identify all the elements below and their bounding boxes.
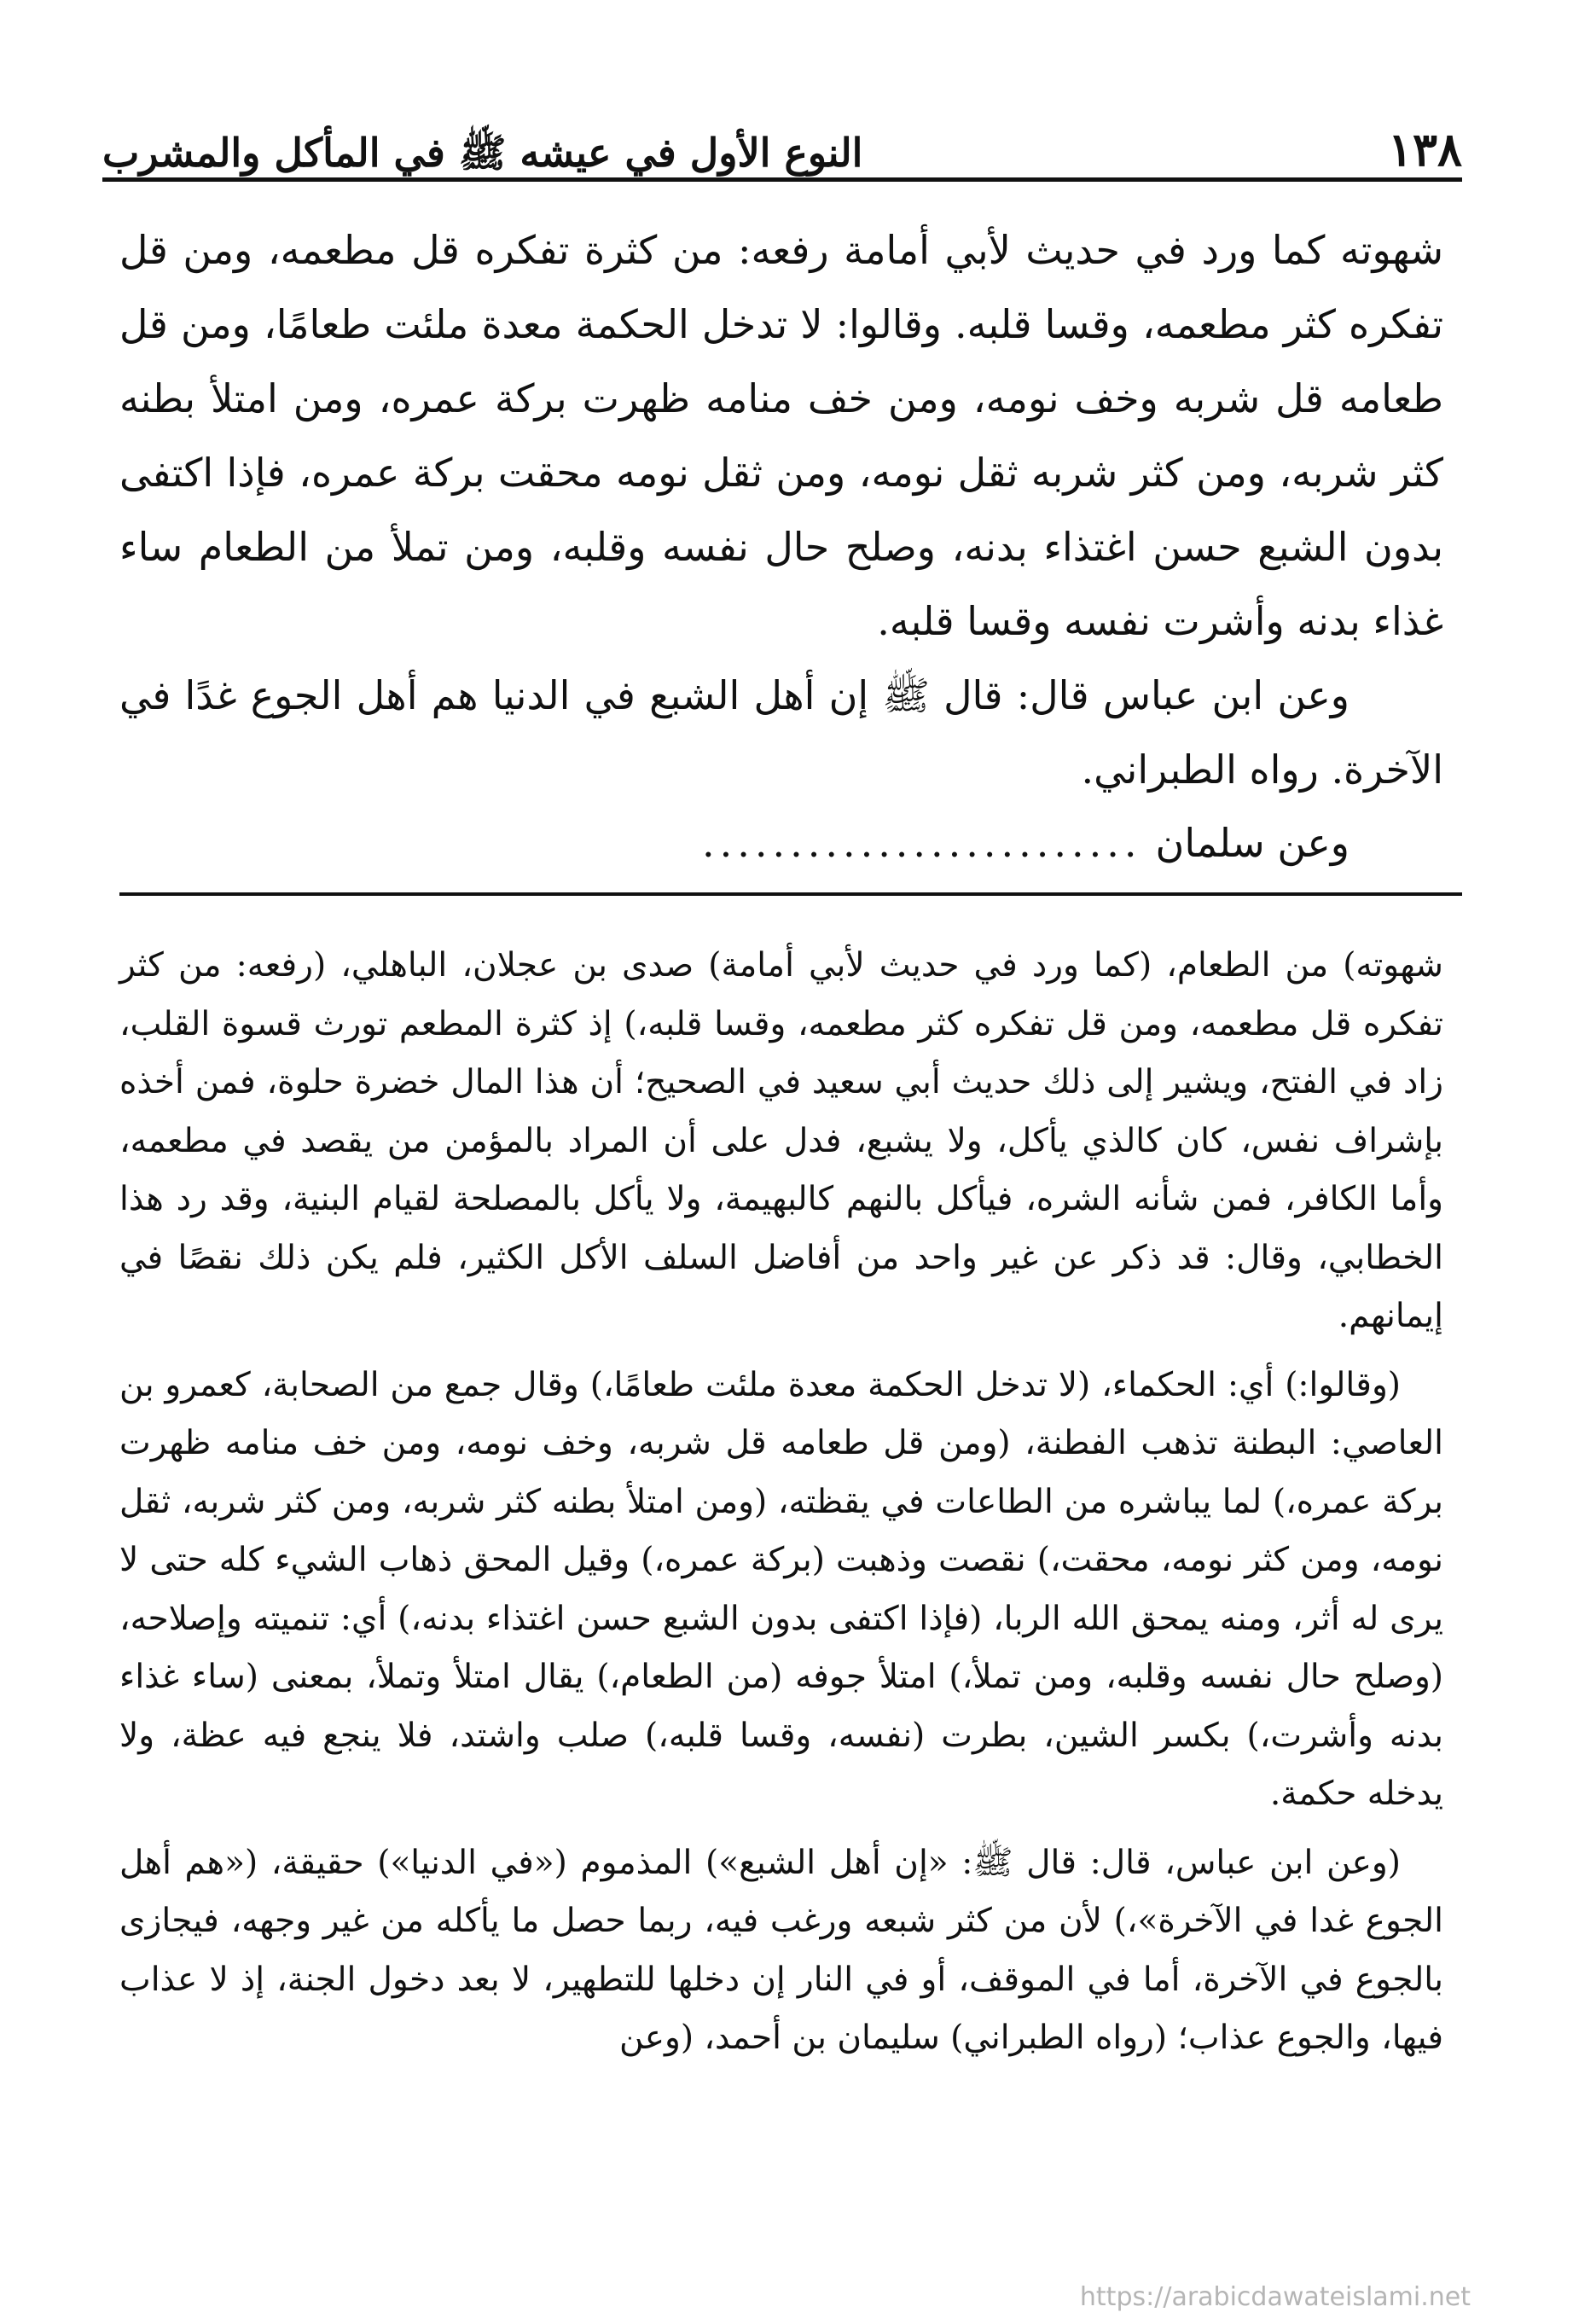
page-number: ١٣٨: [1387, 122, 1462, 177]
commentary-paragraph-3: (وعن ابن عباس، قال: قال ﷺ: «إن أهل الشبع») المذموم («في الدنيا») حقيقة، («هم أهل الجوع غدا في الآخرة»،) لأن من كثر شبعه ورغب فيه، ربما حصل ما يأكله من غير وجهه، فيجازى بالجوع في الآخرة، أما في الموقف، أو في النار إن دخلها للتطهير، لا بعد دخول الجنة، إذ لا عذاب فيها، والجوع عذاب؛ (رواه الطبراني) سليمان بن أحمد، (وعن: [119, 1843, 1444, 2057]
commentary-paragraph-1: شهوته) من الطعام، (كما ورد في حديث لأبي أمامة) صدى بن عجلان، الباهلي، (رفعه: من كثر تفكره قل مطعمه، ومن قل تفكره كثر مطعمه، وقسا قلبه،) إذ كثرة المطعم تورث قسوة القلب، زاد في الفتح، ويشير إلى ذلك حديث أبي سعيد في الصحيح؛ أن هذا المال خضرة حلوة، فمن أخذه بإشراف نفس، كان كالذي يأكل، ولا يشبع، فدل على أن المراد بالمؤمن من يقصد في مطعمه، وأما الكافر، فمن شأنه الشره، فيأكل بالنهم كالبهيمة، ولا يأكل بالمصلحة لقيام البنية، وقد رد هذا الخطابي، وقال: قد ذكر عن غير واحد من أفاضل السلف الأكل الكثير، فلم يكن ذلك نقصًا في إيمانهم.: [119, 946, 1443, 1335]
continuation-dots: .........................: [701, 820, 1142, 866]
page-header: [102, 96, 1462, 177]
commentary-divider: [119, 892, 1462, 896]
continuation-line: [119, 809, 1443, 877]
main-text-paragraph-2: وعن ابن عباس قال: قال ﷺ إن أهل الشبع في الدنيا هم أهل الجوع غدًا في الآخرة. رواه الطبراني.: [119, 672, 1443, 793]
commentary-text: [119, 937, 1443, 2078]
source-watermark: https://arabicdawateislami.net: [1079, 2282, 1471, 2312]
running-title: النوع الأول في عيشه ﷺ في المأكل والمشرب: [102, 130, 863, 176]
main-text-paragraph-1: شهوته كما ورد في حديث لأبي أمامة رفعه: من كثرة تفكره قل مطعمه، ومن قل تفكره كثر مطعمه، وقسا قلبه. وقالوا: لا تدخل الحكمة معدة ملئت طعامًا، ومن قل طعامه قل شربه وخف نومه، ومن خف منامه ظهرت بركة عمره، ومن امتلأ بطنه كثر شربه، ومن كثر شربه ثقل نومه، ومن ثقل نومه محقت بركة عمره، فإذا اكتفى بدون الشبع حسن اغتذاء بدنه، وصلح حال نفسه وقلبه، ومن تملأ من الطعام ساء غذاء بدنه وأشرت نفسه وقسا قلبه.: [119, 227, 1443, 644]
header-rule: [102, 177, 1462, 182]
commentary-paragraph-2: (وقالوا:) أي: الحكماء، (لا تدخل الحكمة معدة ملئت طعامًا،) وقال جمع من الصحابة، كعمرو بن العاصي: البطنة تذهب الفطنة، (ومن قل طعامه قل شربه، وخف نومه، ومن خف منامه ظهرت بركة عمره،) لما يباشره من الطاعات في يقظته، (ومن امتلأ بطنه كثر شربه، ومن كثر شربه، ثقل نومه، ومن كثر نومه، محقت،) نقصت وذهبت (بركة عمره،) وقيل المحق ذهاب الشيء كله حتى لا يرى له أثر، ومنه يمحق الله الربا، (فإذا اكتفى بدون الشبع حسن اغتذاء بدنه،) أي: تنميته وإصلاحه، (وصلح حال نفسه وقلبه، ومن تملأ،) امتلأ جوفه (من الطعام،) يقال امتلأ وتملأ، بمعنى (ساء غذاء بدنه وأشرت،) بكسر الشين، بطرت (نفسه، وقسا قلبه،) صلب واشتد، فلا ينجع فيه عظة، ولا يدخله حكمة.: [119, 1365, 1443, 1813]
continuation-text: وعن سلمان: [1155, 820, 1350, 866]
main-text: [119, 213, 1443, 807]
